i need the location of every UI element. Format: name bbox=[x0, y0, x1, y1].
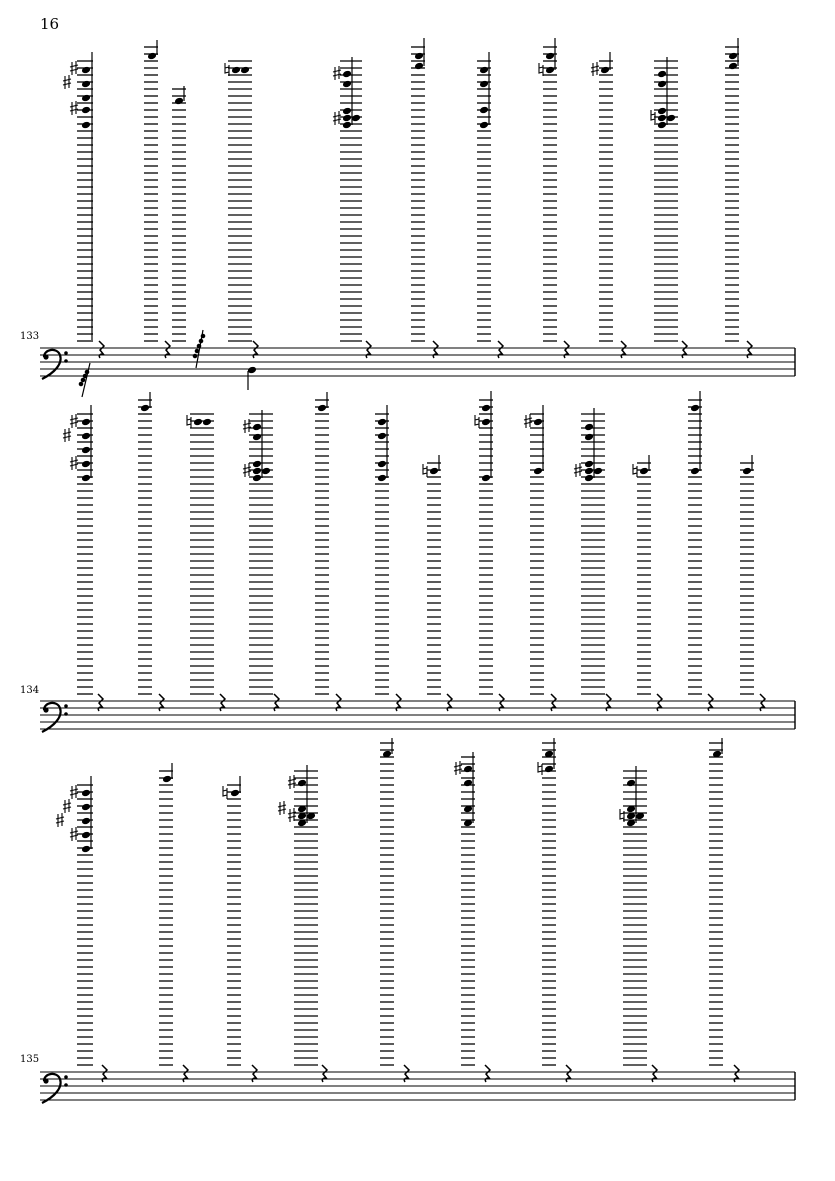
chord-with-ledger-lines bbox=[539, 38, 555, 76]
grace-note-group bbox=[79, 330, 205, 397]
chord-with-ledger-lines bbox=[63, 405, 91, 482]
sharp-icon bbox=[574, 463, 582, 477]
sharp-icon bbox=[333, 66, 341, 80]
sharp-icon bbox=[70, 785, 78, 799]
natural-icon bbox=[423, 464, 427, 477]
bass-clef-icon bbox=[42, 1074, 68, 1103]
chord-with-ledger-lines bbox=[574, 408, 603, 482]
chord-with-ledger-lines bbox=[278, 765, 316, 827]
chord-with-ledger-lines bbox=[479, 52, 489, 129]
sharp-icon bbox=[63, 75, 71, 89]
chord-with-ledger-lines bbox=[742, 455, 752, 475]
staff-lines bbox=[40, 1072, 795, 1100]
chord-with-ledger-lines bbox=[633, 455, 649, 477]
chord-with-ledger-lines bbox=[524, 405, 543, 475]
chord-with-ledger-lines bbox=[317, 392, 327, 412]
chord-with-ledger-lines bbox=[454, 752, 473, 827]
natural-icon bbox=[475, 415, 479, 428]
chord-with-ledger-lines bbox=[382, 738, 392, 758]
chord-with-ledger-lines bbox=[56, 776, 91, 853]
sharp-icon bbox=[591, 62, 599, 76]
sharp-icon bbox=[63, 428, 71, 442]
bass-clef-icon bbox=[42, 350, 68, 379]
sharp-icon bbox=[70, 101, 78, 115]
page-number: 16 bbox=[40, 15, 60, 33]
sharp-icon bbox=[56, 813, 64, 827]
natural-icon bbox=[633, 464, 637, 477]
chord-with-ledger-lines bbox=[712, 738, 722, 758]
sharp-icon bbox=[70, 827, 78, 841]
sharp-icon bbox=[70, 414, 78, 428]
natural-icon bbox=[538, 762, 542, 775]
chord-with-ledger-lines bbox=[423, 455, 439, 477]
chord-with-ledger-lines bbox=[475, 391, 491, 482]
chord-with-ledger-lines bbox=[620, 766, 645, 827]
chord-with-ledger-lines bbox=[377, 405, 387, 482]
note bbox=[247, 366, 257, 390]
bass-clef-icon bbox=[42, 703, 68, 732]
measure-number: 135 bbox=[20, 1054, 40, 1065]
ledger-lines bbox=[77, 47, 754, 1065]
sharp-icon bbox=[63, 799, 71, 813]
natural-icon bbox=[223, 786, 227, 799]
measure-number: 133 bbox=[20, 331, 40, 342]
chord-with-ledger-lines bbox=[225, 63, 250, 76]
staff-system-133 bbox=[40, 38, 795, 397]
sharp-icon bbox=[70, 456, 78, 470]
sharp-icon bbox=[288, 775, 296, 789]
staff-lines bbox=[40, 701, 795, 729]
chord-with-ledger-lines bbox=[63, 52, 92, 340]
chord-with-ledger-lines bbox=[162, 763, 172, 783]
staff-system-134 bbox=[40, 391, 795, 732]
chord-with-ledger-lines bbox=[591, 52, 610, 76]
sharp-icon bbox=[70, 61, 78, 75]
sharp-icon bbox=[278, 801, 286, 815]
chord-with-ledger-lines bbox=[147, 40, 157, 60]
measure-number: 134 bbox=[20, 685, 40, 696]
staff-system-135 bbox=[40, 738, 795, 1103]
sharp-icon bbox=[333, 111, 341, 125]
natural-icon bbox=[225, 63, 229, 76]
sharp-icon bbox=[454, 761, 462, 775]
staff-lines bbox=[40, 348, 795, 376]
chord-with-ledger-lines bbox=[140, 392, 150, 412]
chord-with-ledger-lines bbox=[223, 776, 240, 799]
natural-icon bbox=[539, 63, 543, 76]
